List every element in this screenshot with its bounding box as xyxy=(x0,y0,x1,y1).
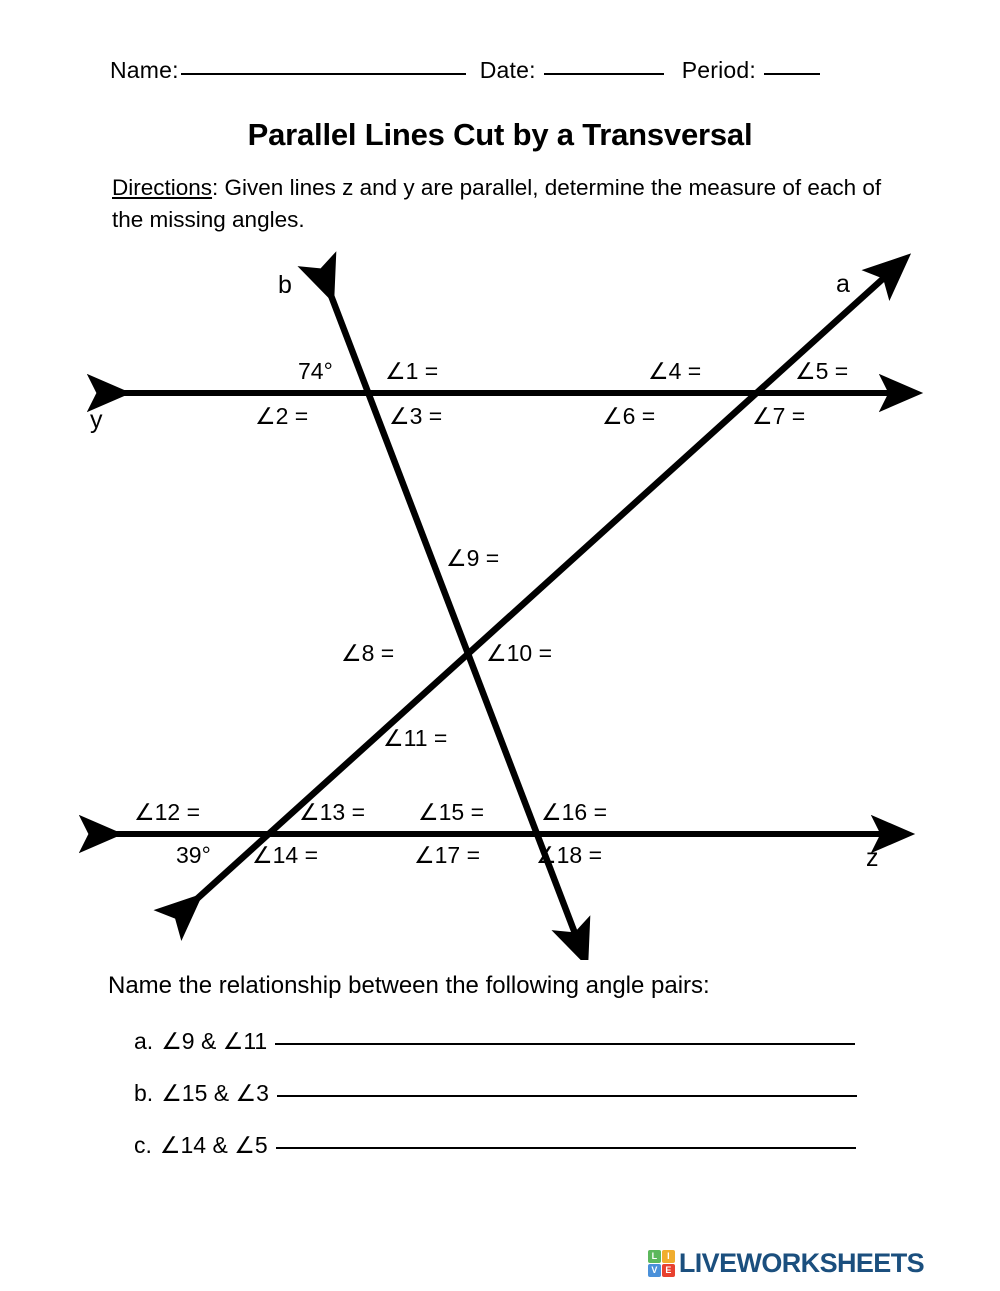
question-pair-a: ∠9 & ∠11 xyxy=(161,1028,268,1054)
logo-tile-v: V xyxy=(648,1264,661,1277)
name-input-blank[interactable] xyxy=(181,73,466,75)
angle-label-15: ∠15 = xyxy=(418,799,485,825)
angle-label-18: ∠18 = xyxy=(536,842,603,868)
angle-label-12: ∠12 = xyxy=(134,799,201,825)
liveworksheets-wordmark: LIVEWORKSHEETS xyxy=(678,1248,924,1278)
date-input-blank[interactable] xyxy=(544,73,664,75)
given-angle-74: 74° xyxy=(298,358,333,384)
answer-blank-a[interactable] xyxy=(275,1043,855,1045)
given-angle-39: 39° xyxy=(176,842,211,868)
relationship-question-c xyxy=(134,1132,894,1184)
question-pair-c: ∠14 & ∠5 xyxy=(159,1132,268,1158)
directions-text: Given lines z and y are parallel, determine the measure of each of the missing angles. xyxy=(112,175,882,232)
question-pair-b: ∠15 & ∠3 xyxy=(161,1080,269,1106)
angle-label-4: ∠4 = xyxy=(648,358,702,384)
question-marker-a: a. xyxy=(134,1028,154,1054)
line-label-y: y xyxy=(90,406,103,434)
relationship-question-b xyxy=(134,1080,894,1132)
relationship-prompt: Name the relationship between the following angle pairs: xyxy=(108,972,710,999)
angle-label-2: ∠2 = xyxy=(255,403,309,429)
angle-label-9: ∠9 = xyxy=(446,545,500,571)
angle-label-16: ∠16 = xyxy=(541,799,608,825)
angle-label-13: ∠13 = xyxy=(299,799,366,825)
relationship-question-list xyxy=(134,1028,894,1184)
page-title: Parallel Lines Cut by a Transversal xyxy=(247,117,753,152)
period-input-blank[interactable] xyxy=(764,73,820,75)
logo-tile-l: L xyxy=(648,1250,661,1263)
directions-paragraph xyxy=(112,172,912,236)
angle-label-6: ∠6 = xyxy=(602,403,656,429)
line-label-a: a xyxy=(836,270,850,298)
question-marker-b: b. xyxy=(134,1080,154,1106)
answer-blank-c[interactable] xyxy=(276,1147,856,1149)
angle-label-11: ∠11 = xyxy=(383,725,448,751)
angle-label-5: ∠5 = xyxy=(795,358,849,384)
angle-label-17: ∠17 = xyxy=(414,842,481,868)
directions-label: Directions xyxy=(112,175,213,200)
angle-label-14: ∠14 = xyxy=(252,842,319,868)
liveworksheets-logo-mark xyxy=(648,1250,675,1277)
line-label-z: z xyxy=(866,844,879,872)
relationship-question-a xyxy=(134,1028,894,1080)
angle-label-1: ∠1 = xyxy=(385,358,439,384)
logo-tile-i: I xyxy=(662,1250,675,1263)
angle-label-3: ∠3 = xyxy=(389,403,443,429)
liveworksheets-logo[interactable] xyxy=(648,1248,924,1279)
angle-label-10: ∠10 = xyxy=(486,640,553,666)
answer-blank-b[interactable] xyxy=(277,1095,857,1097)
line-label-b: b xyxy=(278,271,292,299)
name-label: Name: xyxy=(110,57,179,83)
logo-tile-e: E xyxy=(662,1264,675,1277)
angle-label-7: ∠7 = xyxy=(752,403,806,429)
transversal-diagram xyxy=(0,248,1000,960)
period-label: Period: xyxy=(681,57,757,83)
angle-label-8: ∠8 = xyxy=(341,640,395,666)
date-label: Date: xyxy=(479,57,536,83)
student-info-header xyxy=(110,57,900,84)
directions-colon: : xyxy=(212,175,219,200)
question-marker-c: c. xyxy=(134,1132,152,1158)
